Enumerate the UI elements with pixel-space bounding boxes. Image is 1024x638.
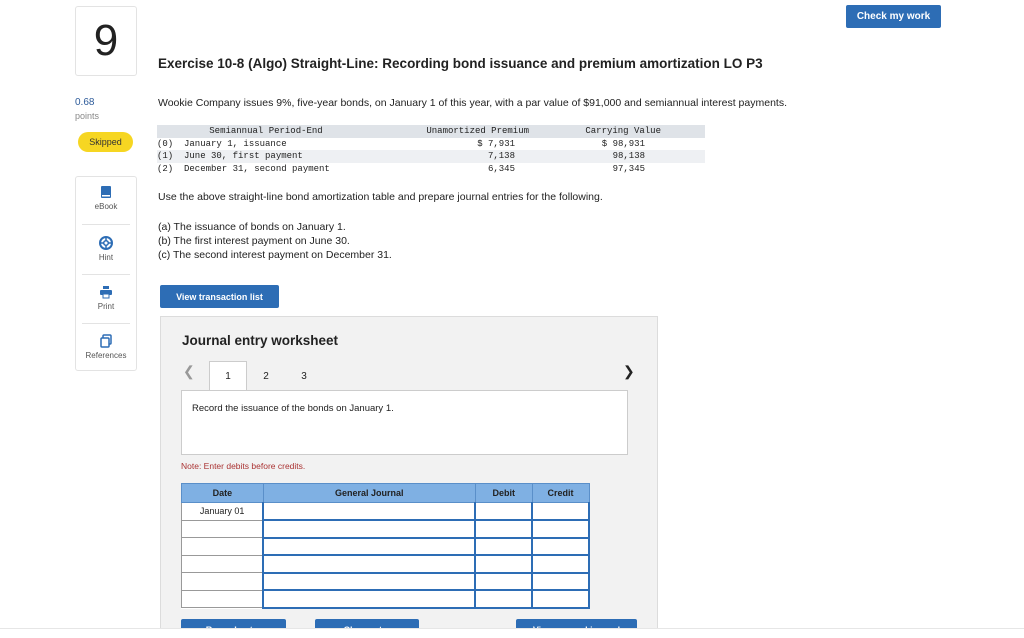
debit-input[interactable] [475,590,532,608]
copy-icon [99,334,113,348]
period-cell: (0) January 1, issuance [157,138,287,149]
table-row [182,503,590,521]
status-badge: Skipped [78,132,133,152]
entry-prompt: Record the issuance of the bonds on January 1. [192,403,394,414]
credit-header: Credit [532,484,589,503]
journal-table [181,483,590,609]
page-title: Exercise 10-8 (Algo) Straight-Line: Recording bond issuance and premium amortization LO P3 [158,56,763,71]
premium-cell: $ 7,931 [477,138,515,149]
date-cell[interactable] [182,538,264,556]
premium-cell: 7,138 [487,151,515,162]
account-select[interactable] [263,538,475,556]
instruction-text: Use the above straight-line bond amortization table and prepare journal entries for the following. [158,191,603,203]
check-my-work-button[interactable]: Check my work [846,5,941,28]
print-icon [99,285,113,299]
chevron-left-icon[interactable]: ❮ [183,363,195,379]
debit-input[interactable] [475,503,532,521]
account-select[interactable] [263,573,475,591]
date-cell[interactable] [182,573,264,591]
chevron-right-icon[interactable]: ❯ [623,363,635,379]
hint-label: Hint [98,253,114,262]
table-row [157,163,705,176]
account-select[interactable] [263,590,475,608]
date-cell[interactable] [182,590,264,608]
requirement-item: (a) The issuance of bonds on January 1. [158,221,346,233]
score-unit: points [75,111,100,121]
book-icon [99,185,113,199]
tab-1[interactable]: 1 [209,361,247,391]
journal-header-row [182,484,590,503]
requirement-item: (b) The first interest payment on June 30. [158,235,350,247]
table-row [182,520,590,538]
tools-panel [75,176,137,371]
account-select[interactable] [263,555,475,573]
table-row [182,555,590,573]
date-cell[interactable]: January 01 [182,503,264,521]
carrying-value-cell: 97,345 [612,163,645,174]
date-cell[interactable] [182,520,264,538]
references-button[interactable] [76,334,136,360]
general-journal-header: General Journal [263,484,475,503]
table-row [157,138,705,151]
divider [82,274,130,275]
ebook-label: eBook [94,202,118,211]
view-transaction-list-button[interactable]: View transaction list [160,285,279,308]
tab-3[interactable]: 3 [301,370,307,382]
tab-2[interactable]: 2 [263,370,269,382]
carrying-value-cell: 98,138 [612,151,645,162]
amortization-table [157,125,705,175]
date-cell[interactable] [182,555,264,573]
references-label: References [85,351,127,360]
entry-prompt-box [181,390,628,455]
entry-note: Note: Enter debits before credits. [181,461,306,471]
hint-icon [99,236,113,250]
carrying-value-cell: $ 98,931 [601,138,645,149]
premium-cell: 6,345 [487,163,515,174]
debit-input[interactable] [475,520,532,538]
account-select[interactable] [263,503,475,521]
debit-input[interactable] [475,573,532,591]
print-label: Print [97,302,115,311]
debit-input[interactable] [475,538,532,556]
period-cell: (2) December 31, second payment [157,163,330,174]
table-row [182,573,590,591]
print-button[interactable] [76,285,136,311]
hint-button[interactable] [76,236,136,262]
account-select[interactable] [263,520,475,538]
credit-input[interactable] [532,555,589,573]
worksheet-title: Journal entry worksheet [182,333,339,348]
requirements-list [158,220,392,262]
date-header: Date [182,484,264,503]
problem-intro: Wookie Company issues 9%, five-year bonds, on January 1 of this year, with a par value of $91,000 and semiannual interest payments. [158,97,787,109]
credit-input[interactable] [532,573,589,591]
credit-input[interactable] [532,538,589,556]
credit-input[interactable] [532,503,589,521]
period-cell: (1) June 30, first payment [157,151,303,162]
journal-entry-worksheet [160,316,658,638]
column-header: Carrying Value [585,126,661,137]
table-row [157,150,705,163]
table-row [182,538,590,556]
amortization-header-row [157,125,705,138]
column-header: Unamortized Premium [426,126,529,137]
requirement-item: (c) The second interest payment on December 31. [158,249,392,261]
question-number: 9 [75,6,137,76]
debit-header: Debit [475,484,532,503]
column-header: Semiannual Period-End [209,126,323,137]
credit-input[interactable] [532,520,589,538]
score-value: 0.68 [75,97,95,108]
divider [82,323,130,324]
ebook-button[interactable] [76,185,136,211]
debit-input[interactable] [475,555,532,573]
page-bottom-edge [0,628,1024,638]
credit-input[interactable] [532,590,589,608]
divider [82,224,130,225]
table-row [182,590,590,608]
